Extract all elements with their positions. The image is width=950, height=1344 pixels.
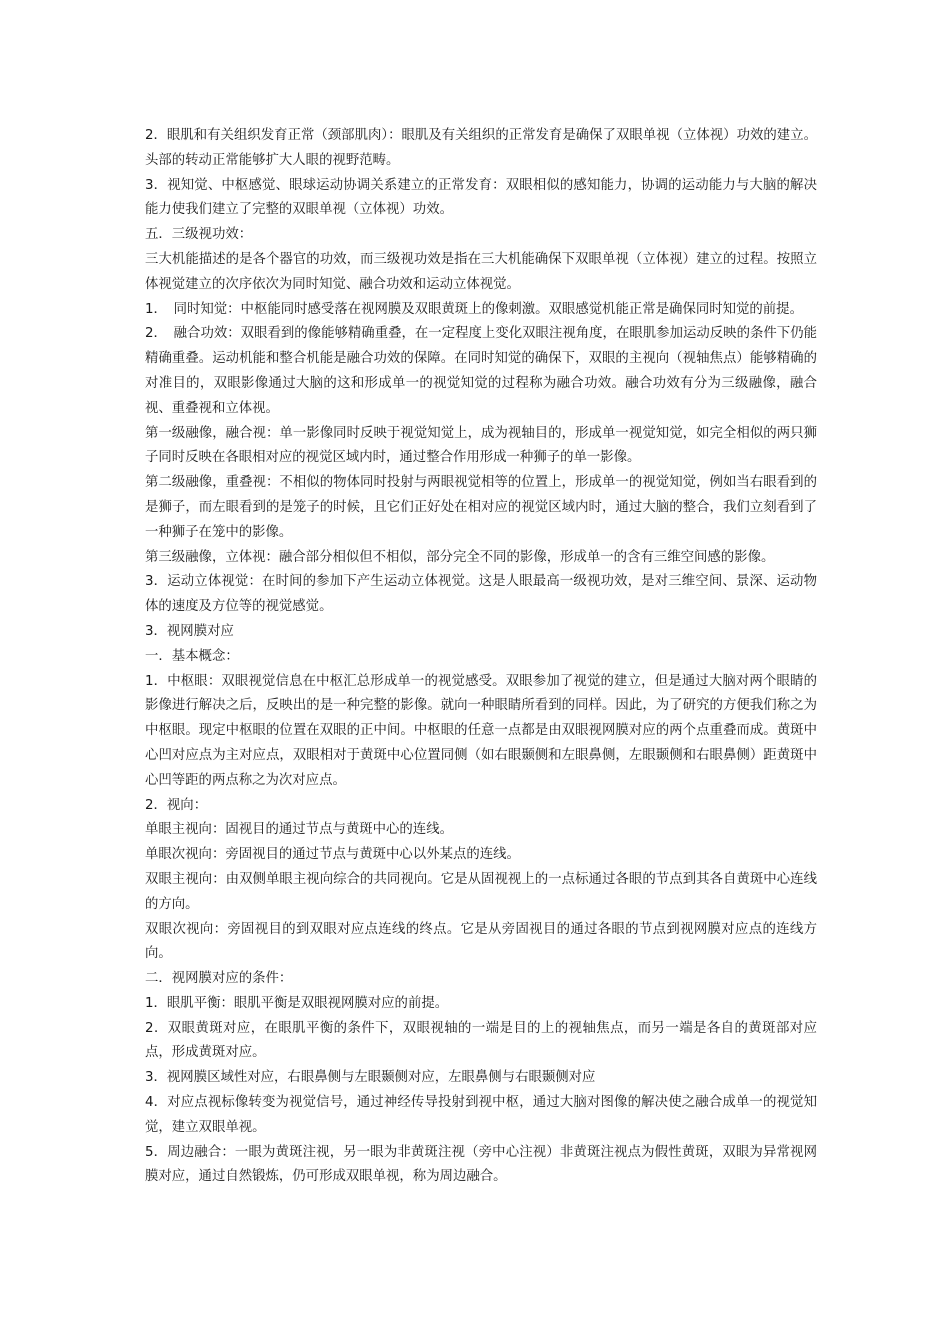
paragraph: 1． 同时知觉：中枢能同时感受落在视网膜及双眼黄斑上的像刺激。双眼感觉机能正常是确保同时知觉的前提。 — [145, 301, 803, 317]
paragraph: 2． 融合功效：双眼看到的像能够精确重叠，在一定程度上变化双眼注视角度，在眼肌参加运动反映的条件下仍能精确重叠。运动机能和整合机能是融合功效的保障。在同时知觉的确保下，双眼的主视向（视轴焦点）能够精确的对准目的，双眼影像通过大脑的这和形成单一的视觉知觉的过程称为融合功效。融合功效有分为三级融像，融合视、重叠视和立体视。 — [145, 326, 817, 416]
paragraph: 单眼次视向：旁固视目的通过节点与黄斑中心以外某点的连线。 — [145, 847, 520, 863]
paragraph: 双眼主视向：由双侧单眼主视向综合的共同视向。它是从固视视上的一点标通过各眼的节点到其各自黄斑中心连线的方向。 — [145, 871, 817, 912]
section-heading: 一．基本概念： — [145, 648, 239, 664]
paragraph: 5．周边融合：一眼为黄斑注视，另一眼为非黄斑注视（旁中心注视）非黄斑注视点为假性黄斑，双眼为异常视网膜对应，通过自然锻炼，仍可形成双眼单视，称为周边融合。 — [145, 1144, 817, 1185]
paragraph: 4．对应点视标像转变为视觉信号，通过神经传导投射到视中枢，通过大脑对图像的解决使之融合成单一的视觉知觉，建立双眼单视。 — [145, 1095, 817, 1135]
paragraph: 第二级融像，重叠视：不相似的物体同时投射与两眼视觉相等的位置上，形成单一的视觉知觉，例如当右眼看到的是狮子，而左眼看到的是笼子的时候，且它们正好处在相对应的视觉区域内时，通过大脑的整合，我们立刻看到了一种狮子在笼中的影像。 — [145, 475, 817, 540]
paragraph: 2．眼肌和有关组织发育正常（颈部肌肉）：眼肌及有关组织的正常发育是确保了双眼单视（立体视）功效的建立。头部的转动正常能够扩大人眼的视野范畴。 — [145, 128, 817, 168]
section-heading: 3．视网膜对应 — [145, 623, 234, 639]
paragraph: 3．视网膜区域性对应，右眼鼻侧与左眼颞侧对应，左眼鼻侧与右眼颞侧对应 — [145, 1070, 596, 1086]
paragraph: 单眼主视向：固视目的通过节点与黄斑中心的连线。 — [145, 822, 453, 838]
section-heading: 五．三级视功效： — [145, 227, 253, 243]
paragraph: 1．眼肌平衡：眼肌平衡是双眼视网膜对应的前提。 — [145, 995, 449, 1011]
paragraph: 三大机能描述的是各个器官的功效，而三级视功效是指在三大机能确保下双眼单视（立体视）建立的过程。按照立体视觉建立的次序依次为同时知觉、融合功效和运动立体视觉。 — [145, 251, 817, 292]
paragraph: 2．双眼黄斑对应，在眼肌平衡的条件下，双眼视轴的一端是目的上的视轴焦点，而另一端是各自的黄斑部对应点，形成黄斑对应。 — [145, 1020, 817, 1061]
paragraph: 1．中枢眼：双眼视觉信息在中枢汇总形成单一的视觉感受。双眼参加了视觉的建立，但是通过大脑对两个眼睛的影像进行解决之后，反映出的是一种完整的影像。就向一种眼睛所看到的同样。因此，为了研究的方便我们称之为中枢眼。现定中枢眼的位置在双眼的正中间。中枢眼的任意一点都是由双眼视网膜对应的两个点重叠而成。黄斑中心凹对应点为主对应点，双眼相对于黄斑中心位置同侧（如右眼颞侧和左眼鼻侧，左眼颞侧和右眼鼻侧）距黄斑中心凹等距的两点称之为次对应点。 — [145, 673, 817, 788]
paragraph: 双眼次视向：旁固视目的到双眼对应点连线的终点。它是从旁固视目的通过各眼的节点到视网膜对应点的连线方向。 — [145, 921, 817, 962]
paragraph: 第一级融像，融合视：单一影像同时反映于视觉知觉上，成为视轴目的，形成单一视觉知觉，如完全相似的两只狮子同时反映在各眼相对应的视觉区域内时，通过整合作用形成一种狮子的单一影像。 — [145, 425, 817, 466]
section-heading: 2．视向： — [145, 797, 208, 813]
paragraph: 第三级融像，立体视：融合部分相似但不相似，部分完全不同的影像，形成单一的含有三维空间感的影像。 — [145, 549, 775, 565]
section-heading: 二．视网膜对应的条件： — [145, 971, 293, 987]
paragraph: 3．视知觉、中枢感觉、眼球运动协调关系建立的正常发育：双眼相似的感知能力，协调的运动能力与大脑的解决能力使我们建立了完整的双眼单视（立体视）功效。 — [145, 177, 817, 218]
paragraph: 3．运动立体视觉：在时间的参加下产生运动立体视觉。这是人眼最高一级视功效，是对三维空间、景深、运动物体的速度及方位等的视觉感觉。 — [145, 574, 817, 615]
document-body — [145, 124, 817, 1190]
